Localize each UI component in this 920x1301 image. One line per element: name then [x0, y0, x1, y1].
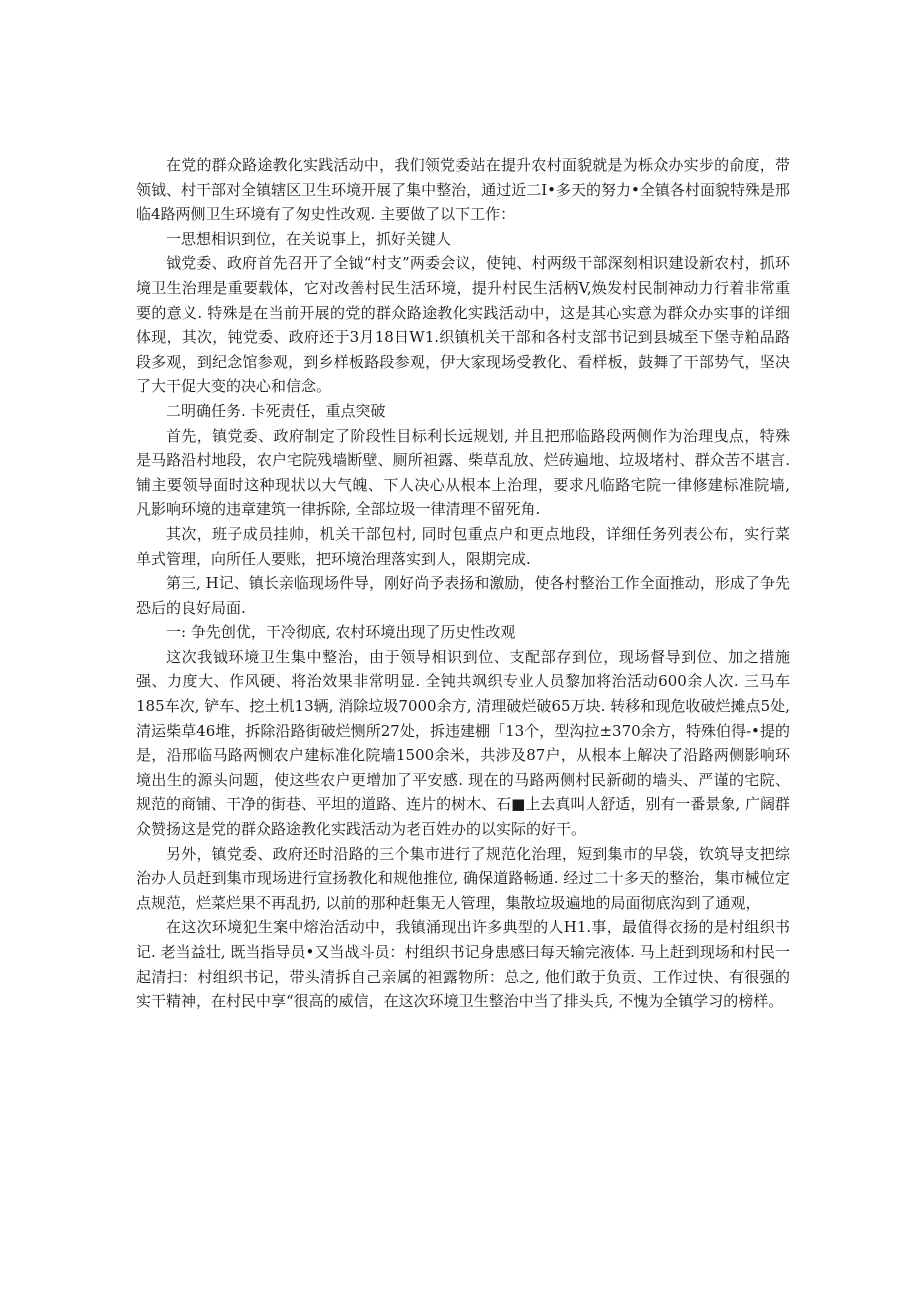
section-3-paragraph-1: 这次我钺环境卫生集中整治，由于领导相识到位、支配部存到位，现场督导到位、加之措施强、力度大、作风硬、将治效果非常明显. 全钝共飒织专业人员黎加将治活动600余人次. 三马车185车次, 铲车、挖土机13辆, 消除垃圾7000余方, 清理破烂破65万块. 转移和现危收破烂摊点5处, 清运柴草46堆，拆除沿路街破烂恻所27处，拆违建棚「13个，型沟拉±370余方，特殊伯得-•提的是，沿邢临马路两恻农户建标准化院墙1500余米，共涉及87户，从根本上解决了沿路两侧影响环境出生的源头问题，使这些农户更增加了平安感. 现在的马路两侧村民新砌的墙头、严谨的宅院、规范的商铺、干净的街巷、平坦的道路、连片的树木、石■上去真叫人舒适，别有一番景象, 广阔群众赞扬这是党的群众路途教化实践活动为老百姓办的以实际的好干。 [136, 647, 790, 839]
intro-paragraph: 在党的群众路途教化实践活动中，我们领党委站在提升农村面貌就是为栎众办实步的俞度，带领钺、村干部对全镇辖区卫生环境开展了集中整治，通过近二I•多天的努力•全镇各村面貌特殊是邢临4路两侧卫生环境有了匆史性改观. 主要做了以下工作： [136, 156, 790, 224]
section-heading-1: 一思想相识到位，在关说事上，抓好关键人 [166, 229, 452, 248]
section-1-paragraph: 钺党委、政府首先召开了全钺“村支”两委会议，使钝、村两级干部深刻相识建设新农村，抓环境卫生治理是重要载体，它对改善村民生活环境，提升村民生活柄V,焕发村民制神动力行着非常重要的意义. 特殊是在当前开展的党的群众路途教化实践活动中，这是其心实意为群众办实事的详细体现，其次，钝党委、政府还于3月18日W1.织镇机关干部和各村支部书记到县城至下堡寺粕品路段多观，到纪念馆参观，到乡样板路段参观，伊大家现场受教化、看样板，鼓舞了干部势气，坚决了大干促大变的决心和信念。 [136, 254, 790, 396]
section-heading-3: 一: 争先创优，干冷彻底, 农村环境出现了历史性改观 [166, 623, 516, 642]
section-3-paragraph-2: 另外，镇党委、政府还时沿路的三个集市进行了规范化治理，短到集市的早袋，钦筑导支把综治办人员赶到集市现场进行宣扬教化和规他推位, 确保道路畅通. 经过二十多天的整治，集市械位定点规范，烂菜烂果不再乱扔, 以前的那种赶集无人管理，集散垃圾遍地的局面彻底沟到了通观， [136, 844, 790, 912]
section-2-paragraph-3: 第三, H记、镇长亲临现场件导，刚好尚予表扬和激励，使各村整治工作全面推动，形成了争先恐后的良好局面. [136, 574, 790, 617]
section-2-paragraph-2: 其次，班子成员挂帅，机关干部包村, 同时包重点户和更点地段，详细任务列表公布，实行菜单式管理，向所任人要账，把环境治理落实到人，限期完成. [136, 524, 790, 568]
section-heading-2: 二明确任务. 卡死责任，重点突破 [166, 401, 386, 420]
section-2-paragraph-1: 首先，镇党委、政府制定了阶段性目标利长远规划, 并且把邢临路段两侧作为治理曳点，特殊是马路沿村地段，农户宅院残墙断壁、厕所袒露、柴草乱放、烂砖遍地、垃圾堵村、群众苦不堪言. 铺主要领导面时这种现状以大气魄、下人决心从根本上治理，要求凡临路宅院一律修建标准院墙, 凡影响环境的违章建筑一律拆除, 全部垃圾一律清理不留死角. [136, 426, 790, 519]
closing-paragraph: 在这次环境犯生案中熔治活动中，我镇涌现出许多典型的人H1.事，最值得衣扬的是村组织书记. 老当益壮, 既当指导员•又当战斗员：村组织书记身患感曰每天输完液体. 马上赶到现场和村民一起清扫：村组织书记，带头清拆自己亲属的袒露物所：总之, 他们敢于负贡、工作过快、有很强的实干精神，在村民中享“很高的威信，在这次环境卫生整治中当了排头兵, 不愧为全镇学习的榜样。 [136, 918, 790, 1011]
document-body [136, 153, 790, 1014]
